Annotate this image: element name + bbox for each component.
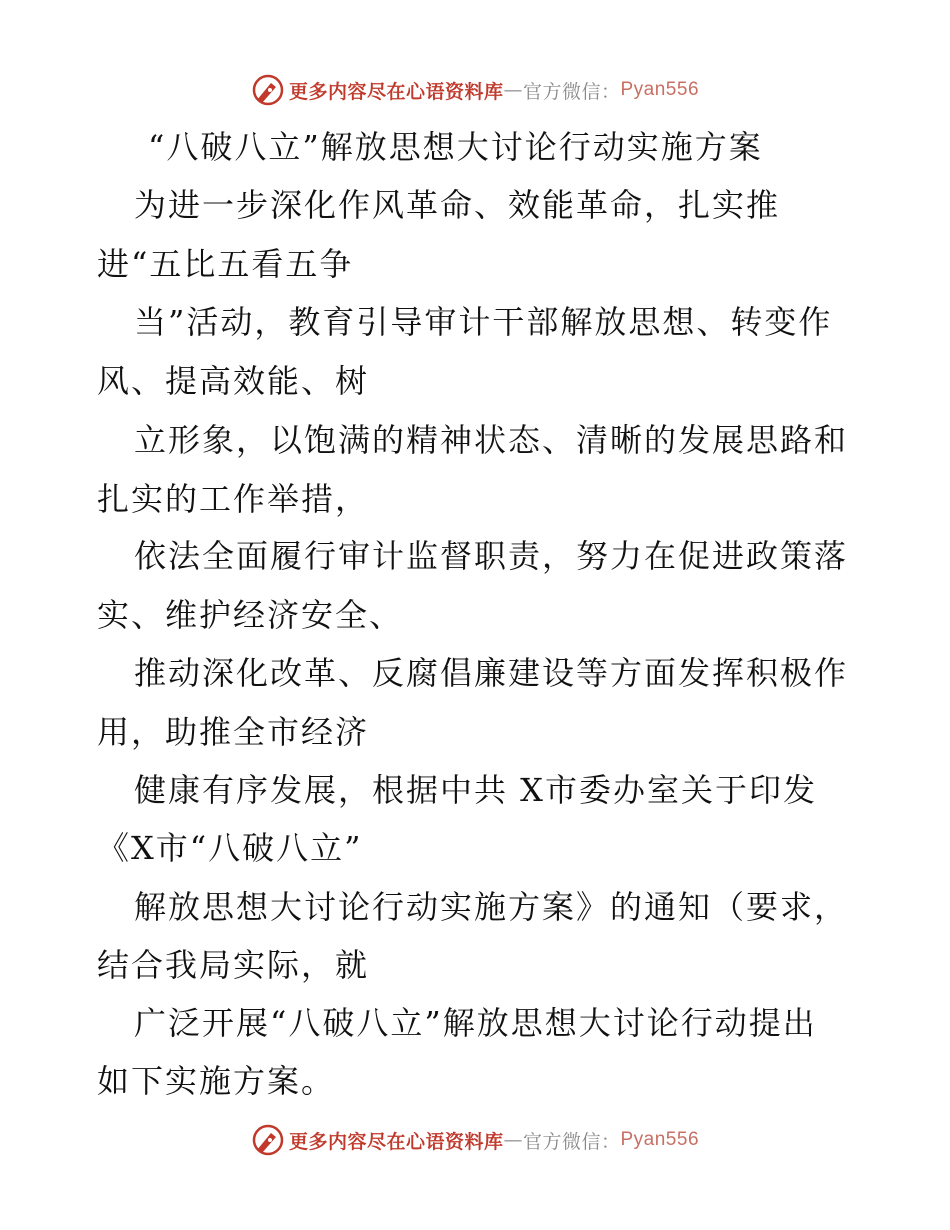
- document-line: 《X市“八破八立”: [97, 829, 363, 867]
- document-line: 广泛开展“八破八立”解放思想大讨论行动提出: [134, 1004, 817, 1042]
- document-line: 进“五比五看五争: [97, 245, 354, 283]
- document-line: 实、维护经济安全、: [97, 596, 404, 634]
- document-line: 依法全面履行审计监督职责，努力在促进政策落: [134, 537, 849, 575]
- document-line: 结合我局实际，就: [97, 946, 370, 984]
- pen-nib-circle-icon: [251, 1123, 285, 1157]
- document-line: 为进一步深化作风革命、效能革命，扎实推: [134, 186, 781, 224]
- document-title: “八破八立”解放思想大讨论行动实施方案: [148, 128, 763, 166]
- document-line: 健康有序发展，根据中共 X市委办室关于印发: [134, 771, 817, 809]
- document-line: 用，助推全市经济: [97, 713, 370, 751]
- document-line: 扎实的工作举措，: [97, 480, 370, 518]
- watermark-wechat-id: Pyan556: [620, 1129, 700, 1150]
- watermark-dash: —: [503, 79, 523, 101]
- document-line: 如下实施方案。: [97, 1062, 336, 1100]
- footer-watermark: [0, 1120, 950, 1160]
- document-line: 立形象，以饱满的精神状态、清晰的发展思路和: [134, 421, 849, 459]
- document-line: 解放思想大讨论行动实施方案》的通知（要求，: [134, 888, 849, 926]
- document-line: 风、提高效能、树: [97, 362, 370, 400]
- watermark-brand: 更多内容尽在心语资料库: [288, 80, 504, 103]
- watermark-wechat-id: Pyan556: [620, 79, 700, 100]
- watermark-brand: 更多内容尽在心语资料库: [288, 1130, 504, 1153]
- document-line: 推动深化改革、反腐倡廉建设等方面发挥积极作: [134, 654, 849, 692]
- document-line: 当”活动，教育引导审计干部解放思想、转变作: [134, 303, 833, 341]
- watermark-official-label: 官方微信：: [522, 1130, 621, 1153]
- watermark-dash: —: [503, 1129, 523, 1151]
- watermark-official-label: 官方微信：: [522, 80, 621, 103]
